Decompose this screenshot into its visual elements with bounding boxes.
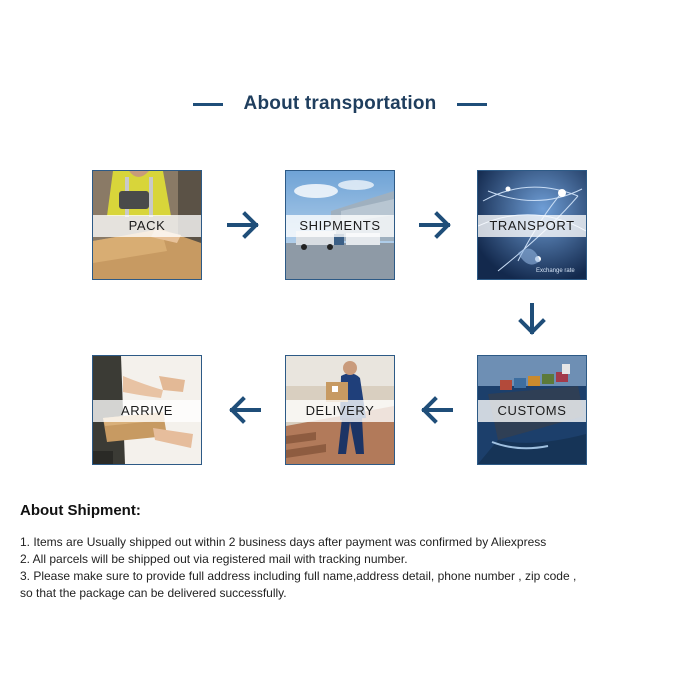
step-label: ARRIVE bbox=[120, 403, 173, 418]
step-label: PACK bbox=[128, 218, 166, 233]
arrow-icon bbox=[226, 207, 262, 243]
step-label: CUSTOMS bbox=[497, 403, 567, 418]
step-label: TRANSPORT bbox=[489, 218, 575, 233]
arrow-icon bbox=[418, 207, 454, 243]
step-shipments bbox=[285, 170, 395, 280]
section-header bbox=[0, 90, 680, 118]
step-label: DELIVERY bbox=[305, 403, 375, 418]
arrow-icon bbox=[514, 302, 550, 338]
transport-caption: Exchange rate bbox=[536, 268, 575, 274]
shipment-line: 1. Items are Usually shipped out within 2 business days after payment was confirmed by Aliexpress bbox=[20, 535, 547, 549]
step-delivery bbox=[285, 355, 395, 465]
page-title: About transportation bbox=[243, 93, 437, 114]
arrow-icon bbox=[226, 392, 262, 428]
step-transport bbox=[477, 170, 587, 280]
step-pack bbox=[92, 170, 202, 280]
header-dash-right bbox=[457, 103, 487, 106]
shipment-title: About Shipment: bbox=[20, 502, 141, 519]
step-customs bbox=[477, 355, 587, 465]
arrow-icon bbox=[418, 392, 454, 428]
shipment-line: so that the package can be delivered successfully. bbox=[20, 586, 287, 600]
step-arrive bbox=[92, 355, 202, 465]
shipment-lines bbox=[20, 534, 660, 602]
shipment-line: 2. All parcels will be shipped out via registered mail with tracking number. bbox=[20, 552, 408, 566]
shipment-line: 3. Please make sure to provide full address including full name,address detail, phone number , zip code , bbox=[20, 569, 577, 583]
step-label: SHIPMENTS bbox=[299, 218, 381, 233]
shipment-info bbox=[20, 502, 660, 602]
